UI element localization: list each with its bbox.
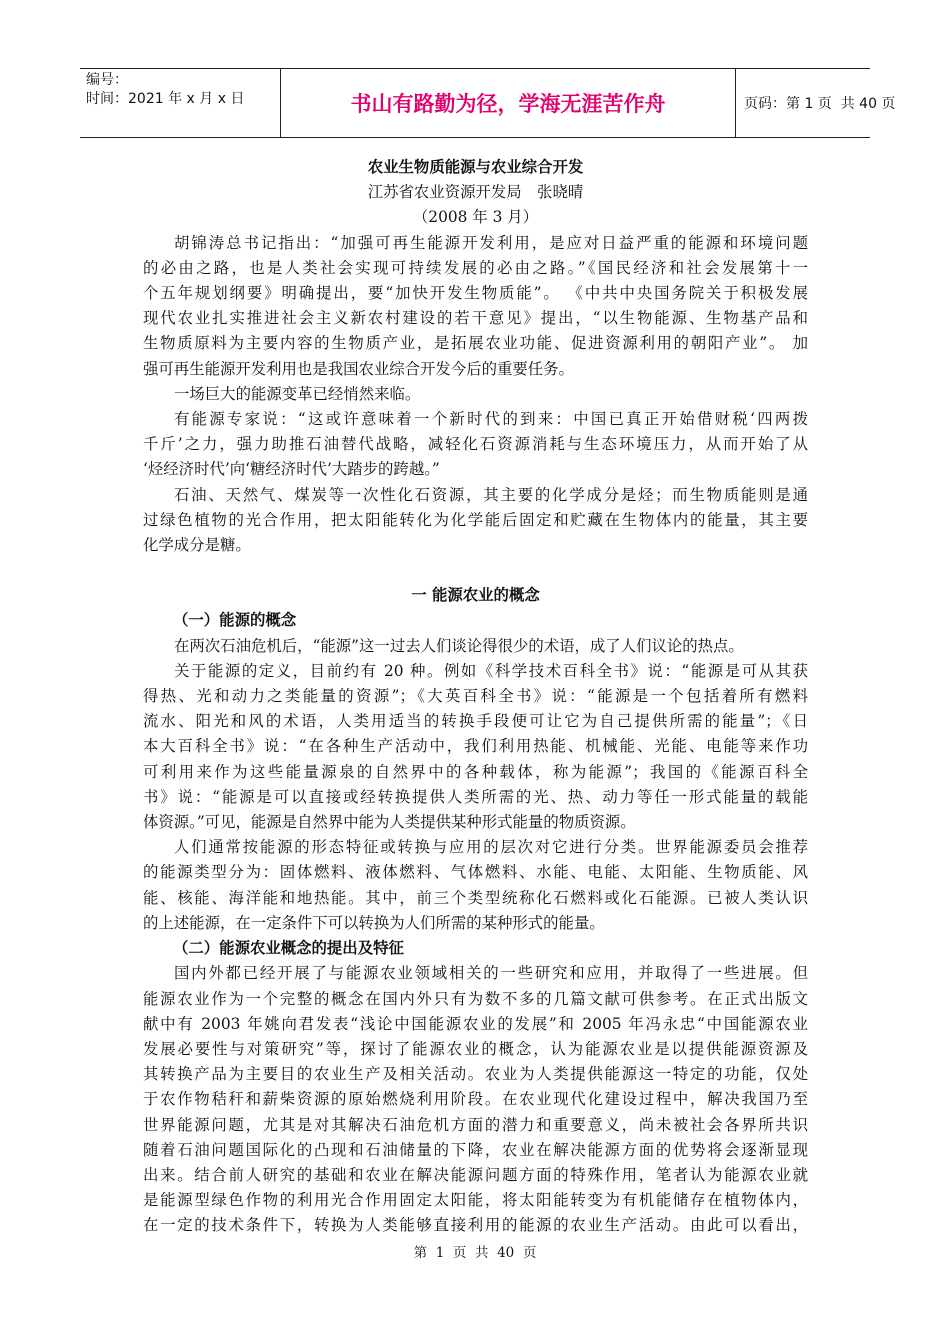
- text-line: 能源农业作为一个完整的概念在国内外只有为数不多的几篇文献可供参考。在正式出版文: [143, 989, 808, 1008]
- article-title: 农业生物质能源与农业综合开发: [367, 158, 584, 176]
- text-line: 体资源。”可见，能源是自然界中能为人类提供某种形式能量的物质资源。: [143, 813, 636, 832]
- text-line: 强可再生能源开发利用也是我国农业综合开发今后的重要任务。: [143, 359, 574, 378]
- text-line: 书》说：“能源是可以直接或经转换提供人类所需的光、热、动力等任一形式能量的载能: [143, 787, 808, 806]
- text-line: 献中有 2003 年姚向君发表“浅论中国能源农业的发展”和 2005 年冯永忠“中国能源农业: [143, 1014, 808, 1033]
- text-line: 有能源专家说：“这或许意味着一个新时代的到来：中国已真正开始借财税‘四两拨: [174, 410, 808, 429]
- subsection-heading: （二）能源农业概念的提出及特征: [173, 939, 404, 958]
- page-footer: 第 1 页 共 40 页: [413, 1245, 537, 1261]
- text-line: 生物质原料为主要内容的生物质产业，是拓展农业功能、促进资源利用的朝阳产业”。 加: [143, 334, 808, 353]
- text-line: 的上述能源，在一定条件下可以转换为人们所需的某种形式的能量。: [143, 913, 605, 932]
- text-line: 国内外都已经开展了与能源农业领域相关的一些研究和应用，并取得了一些进展。但: [174, 964, 808, 983]
- text-line: 关于能源的定义，目前约有 20 种。例如《科学技术百科全书》说：“能源是可从其获: [174, 661, 808, 680]
- text-line: 其转换产品为主要目的农业生产及相关活动。农业为人类提供能源这一特定的功能，仅处: [143, 1065, 808, 1084]
- text-line: 本大百科全书》说：“在各种生产活动中，我们利用热能、机械能、光能、电能等来作功: [143, 737, 808, 756]
- text-line: 是能源型绿色作物的利用光合作用固定太阳能，将太阳能转变为有机能储存在植物体内，: [143, 1191, 808, 1210]
- text-line: 在两次石油危机后，“能源”这一过去人们谈论得很少的术语，成了人们议论的热点。: [174, 636, 744, 655]
- page-info: 页码：第 1 页 共 40 页: [744, 96, 896, 112]
- text-line: 过绿色植物的光合作用，把太阳能转化为化学能后固定和贮藏在生物体内的能量，其主要: [143, 510, 808, 529]
- text-line: 胡锦涛总书记指出：“加强可再生能源开发利用，是应对日益严重的能源和环境问题: [174, 233, 808, 252]
- number-label: 编号：: [86, 72, 128, 88]
- date-label: 时间：2021 年 x 月 x 日: [86, 91, 245, 107]
- article-author: 江苏省农业资源开发局 张晓晴: [367, 183, 584, 202]
- text-line: 人们通常按能源的形态特征或转换与应用的层次对它进行分类。世界能源委员会推荐: [174, 838, 808, 857]
- text-line: 化学成分是糖。: [143, 536, 251, 555]
- text-line: 可利用来作为这些能量源泉的自然界中的各种载体，称为能源”；我国的《能源百科全: [143, 762, 808, 781]
- motto: 书山有路勤为径，学海无涯苦作舟: [280, 69, 736, 137]
- article-body: [143, 155, 808, 1239]
- text-line: ‘烃经济时代’向‘糖经济时代’大踏步的跨越。”: [143, 460, 440, 479]
- section-heading: 一 能源农业的概念: [411, 586, 540, 605]
- text-line: 的必由之路，也是人类社会实现可持续发展的必由之路。”《国民经济和社会发展第十一: [143, 258, 808, 277]
- text-line: 个五年规划纲要》明确提出，要“加快开发生物质能”。 《中共中央国务院关于积极发展: [143, 284, 808, 303]
- text-line: 于农作物秸秆和薪柴资源的原始燃烧利用阶段。在农业现代化建设过程中，解决我国乃至: [143, 1090, 808, 1109]
- header-left: [86, 71, 244, 109]
- article-date: （2008 年 3 月）: [412, 208, 539, 227]
- text-line: 能、核能、海洋能和地热能。其中，前三个类型统称化石燃料或化石能源。已被人类认识: [143, 888, 808, 907]
- subsection-heading: （一）能源的概念: [173, 611, 297, 630]
- text-line: 随着石油问题国际化的凸现和石油储量的下降，农业在解决能源方面的优势将会逐渐显现: [143, 1140, 808, 1159]
- text-line: 在一定的技术条件下，转换为人类能够直接利用的能源的农业生产活动。由此可以看出，: [143, 1216, 808, 1235]
- text-line: 千斤’之力，强力助推石油替代战略，减轻化石资源消耗与生态环境压力，从而开始了从: [143, 435, 808, 454]
- text-line: 石油、天然气、煤炭等一次性化石资源，其主要的化学成分是烃；而生物质能则是通: [174, 485, 808, 504]
- text-line: 的能源类型分为：固体燃料、液体燃料、气体燃料、水能、电能、太阳能、生物质能、风: [143, 863, 808, 882]
- text-line: 一场巨大的能源变革已经悄然来临。: [174, 384, 421, 403]
- page-header: [80, 68, 896, 138]
- text-line: 得热、光和动力之类能量的资源”；《大英百科全书》说：“能源是一个包括着所有燃料: [143, 687, 808, 706]
- text-line: 现代农业扎实推进社会主义新农村建设的若干意见》提出，“以生物能源、生物基产品和: [143, 309, 808, 328]
- text-line: 发展必要性与对策研究”等，探讨了能源农业的概念，认为能源农业是以提供能源资源及: [143, 1039, 808, 1058]
- text-line: 流水、阳光和风的术语，人类用适当的转换手段便可让它为自己提供所需的能量”；《日: [143, 712, 808, 731]
- text-line: 出来。结合前人研究的基础和农业在解决能源问题方面的特殊作用，笔者认为能源农业就: [143, 1165, 808, 1184]
- text-line: 世界能源问题，尤其是对其解决石油危机方面的潜力和重要意义，尚未被社会各界所共识: [143, 1115, 808, 1134]
